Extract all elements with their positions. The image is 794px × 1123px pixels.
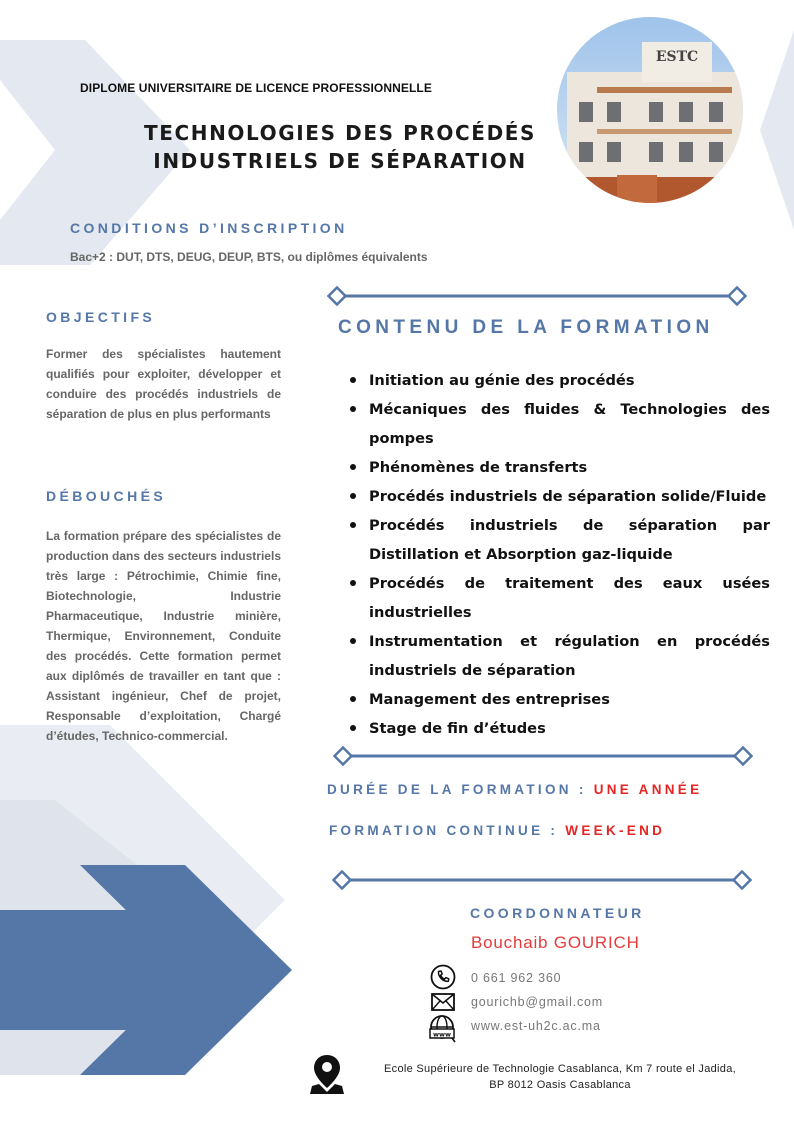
location-pin-icon (307, 1052, 347, 1096)
course-item: Phénomènes de transferts (346, 453, 770, 482)
address-line-2: BP 8012 Oasis Casablanca (489, 1079, 631, 1091)
course-item: Management des entreprises (346, 685, 770, 714)
conditions-heading: CONDITIONS D’INSCRIPTION (70, 220, 348, 236)
objectifs-text: Former des spécialistes hautement qualifiés pour exploiter, développer et conduire des procédés industriels de séparation de plus en plus performants (46, 347, 281, 421)
course-item: Stage de fin d’études (346, 714, 770, 743)
coordinator-name: Bouchaib GOURICH (471, 933, 640, 952)
page-title (130, 119, 550, 175)
degree-label: DIPLOME UNIVERSITAIRE DE LICENCE PROFESSIONNELLE (80, 81, 432, 95)
website-globe-icon (428, 1014, 458, 1044)
duration-line (327, 782, 702, 797)
coordinator-heading: COORDONNATEUR (470, 905, 645, 921)
school-address (350, 1061, 770, 1093)
continuing-value: WEEK-END (565, 823, 666, 838)
objectifs-heading: OBJECTIFS (46, 309, 156, 325)
course-item: Initiation au génie des procédés (346, 366, 770, 395)
divider-middle (333, 746, 757, 766)
school-building-photo (557, 17, 743, 203)
website-link[interactable]: www.est-uh2c.ac.ma (471, 1019, 601, 1033)
contenu-heading: CONTENU DE LA FORMATION (338, 317, 714, 338)
course-item: Mécaniques des fluides & Technologies des pompes (346, 395, 770, 453)
address-line-1: Ecole Supérieure de Technologie Casablanca, Km 7 route el Jadida, (384, 1063, 736, 1075)
continuing-label: FORMATION CONTINUE : (329, 823, 566, 838)
building-illustration (557, 17, 743, 203)
course-item: Instrumentation et régulation en procédés industriels de séparation (346, 627, 770, 685)
email-address[interactable]: gourichb@gmail.com (471, 995, 603, 1009)
title-line-2: INDUSTRIELS DE SÉPARATION (153, 149, 527, 173)
building-sign-text: ESTC (655, 49, 699, 65)
course-item: Procédés industriels de séparation par Distillation et Absorption gaz-liquide (346, 511, 770, 569)
divider-top (327, 286, 751, 306)
course-item: Procédés de traitement des eaux usées industrielles (346, 569, 770, 627)
phone-number: 0 661 962 360 (471, 971, 562, 985)
course-item: Procédés industriels de séparation solide/Fluide (346, 482, 770, 511)
debouches-text: La formation prépare des spécialistes de production dans des secteurs industriels très large : Pétrochimie, Chimie fine, Biotechnologie, Industrie Pharmaceutique, Industrie minière, Thermique, Environnement, Conduite des procédés. Cette formation permet aux diplômés de travailler en tant que : Assistant ingénieur, Chef de projet, Responsable d’exploitation, Chargé d’études, Technico-commercial. (46, 529, 281, 743)
duration-label: DURÉE DE LA FORMATION : (327, 782, 594, 797)
course-list (346, 366, 770, 743)
email-icon (430, 992, 456, 1012)
continuing-line (329, 823, 665, 838)
divider-bottom (332, 870, 756, 890)
top-right-chevron (760, 30, 794, 230)
title-line-1: TECHNOLOGIES DES PROCÉDÉS (143, 121, 537, 145)
debouches-heading: DÉBOUCHÉS (46, 488, 167, 504)
phone-icon (430, 964, 456, 990)
website-icon-label: www (432, 1030, 452, 1039)
conditions-text: Bac+2 : DUT, DTS, DEUG, DEUP, BTS, ou diplômes équivalents (70, 250, 428, 264)
duration-value: UNE ANNÉE (593, 782, 703, 797)
